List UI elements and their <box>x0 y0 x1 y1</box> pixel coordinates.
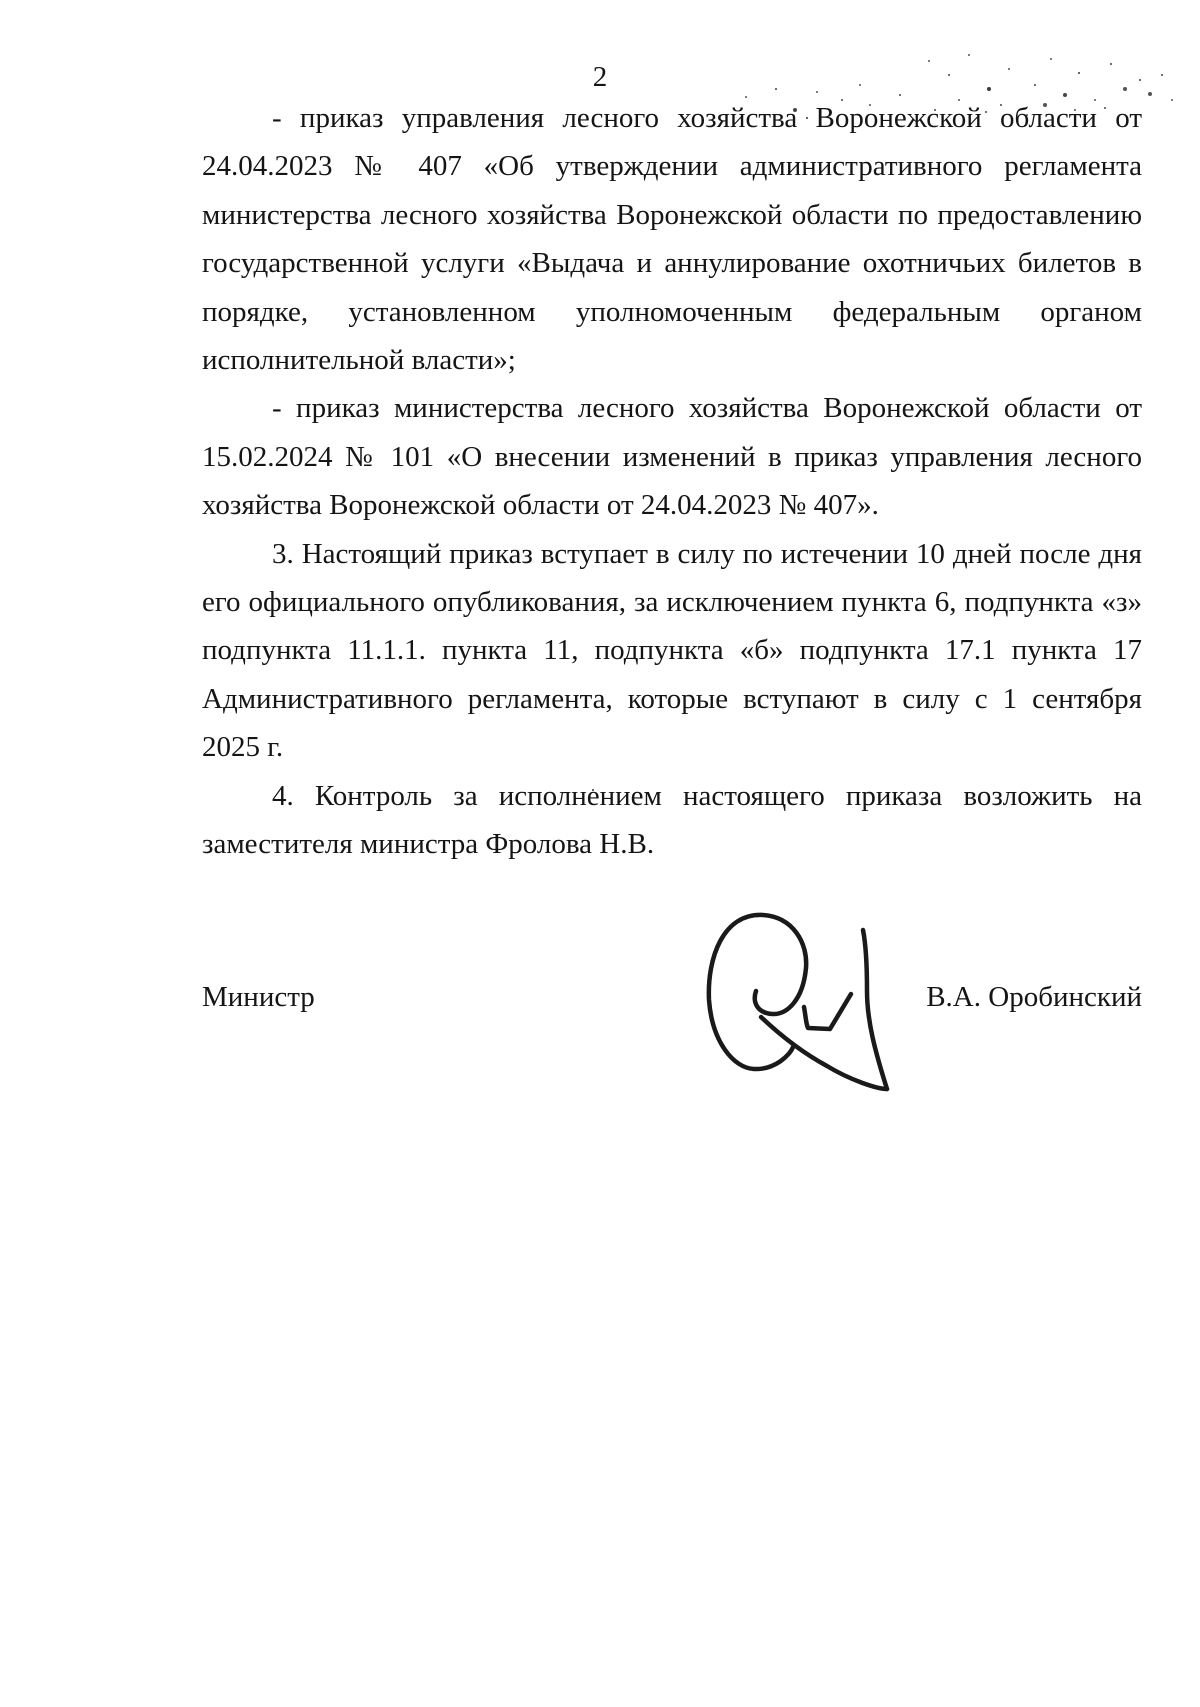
minister-title: Министр <box>202 980 315 1013</box>
signature-check-stroke <box>804 994 851 1029</box>
text-line: заместителя министра Фролова Н.В. <box>202 828 655 861</box>
page-number: 2 <box>592 61 608 93</box>
text-line: 4. Контроль за исполнением настоящего приказа возложить на <box>272 779 1142 812</box>
minister-name: В.А. Оробинский <box>926 980 1142 1013</box>
text-line: Административного регламента, которые вступают в силу с 1 сентября <box>202 682 1142 715</box>
scan-noise-speckles <box>0 0 2 2</box>
text-line: порядке, установленном уполномоченным федеральным органом <box>202 295 1142 328</box>
text-line: - приказ министерства лесного хозяйства Воронежской области от <box>272 392 1142 425</box>
signature-loop-stroke <box>709 915 806 1069</box>
text-line: 3. Настоящий приказ вступает в силу по истечении 10 дней после дня <box>272 537 1142 570</box>
text-line: подпункта 11.1.1. пункта 11, подпункта «б» подпункта 17.1 пункта 17 <box>202 634 1142 667</box>
text-line: 24.04.2023 № 407 «Об утверждении административного регламента <box>202 150 1142 183</box>
text-line: министерства лесного хозяйства Воронежской области по предоставлению <box>202 198 1142 231</box>
text-line: 2025 г. <box>202 731 284 764</box>
document-body <box>202 94 1142 1021</box>
text-line: его официального опубликования, за исключением пункта 6, подпункта «з» <box>202 586 1142 619</box>
text-line: исполнительной власти»; <box>202 344 516 377</box>
text-line: государственной услуги «Выдача и аннулирование охотничьих билетов в <box>202 247 1142 280</box>
text-line: хозяйства Воронежской области от 24.04.2023 № 407». <box>202 489 879 522</box>
signature-vertical-stroke <box>863 930 887 1089</box>
text-line: - приказ управления лесного хозяйства Воронежской области от <box>272 102 1142 134</box>
text-line: 15.02.2024 № 101 «О внесении изменений в приказ управления лесного <box>202 440 1142 473</box>
handwritten-signature <box>650 908 890 1098</box>
